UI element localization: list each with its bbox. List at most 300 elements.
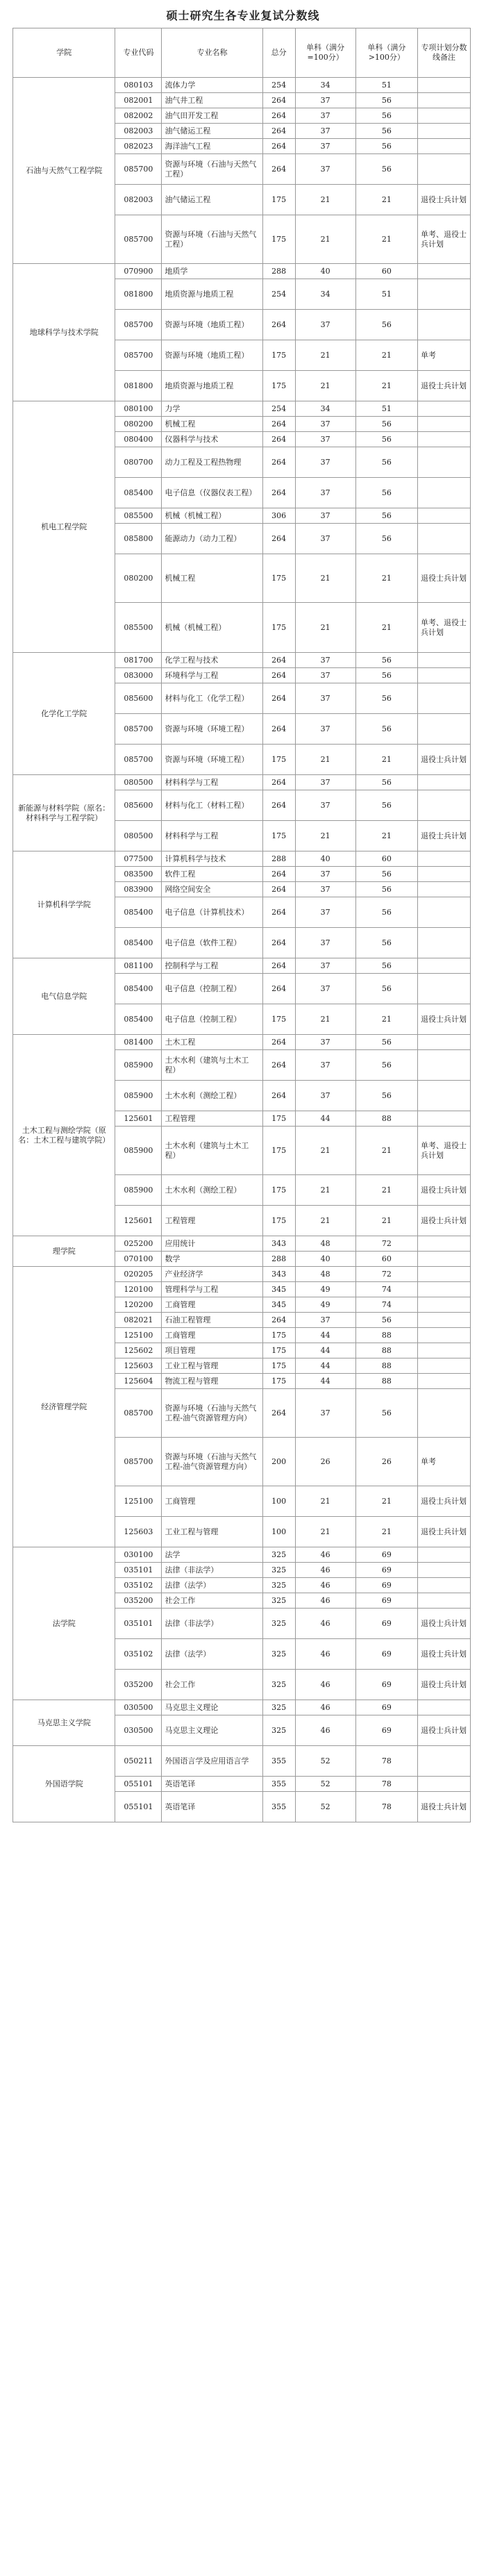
table-row bbox=[13, 958, 471, 974]
code-cell: 035101 bbox=[115, 1563, 162, 1578]
note-cell bbox=[418, 1081, 471, 1111]
single-100-cell: 37 bbox=[295, 714, 355, 745]
code-cell: 070100 bbox=[115, 1252, 162, 1267]
single-100-cell: 37 bbox=[295, 958, 355, 974]
single-over-100-cell: 88 bbox=[355, 1328, 417, 1343]
major-name-cell: 仪器科学与技术 bbox=[162, 432, 262, 447]
single-over-100-cell: 72 bbox=[355, 1236, 417, 1252]
total-score-cell: 264 bbox=[262, 714, 295, 745]
major-name-cell: 法律（法学） bbox=[162, 1578, 262, 1593]
code-cell: 085400 bbox=[115, 928, 162, 958]
note-cell bbox=[418, 93, 471, 108]
total-score-cell: 264 bbox=[262, 478, 295, 508]
code-cell: 025200 bbox=[115, 1236, 162, 1252]
school-cell: 新能源与材料学院（原名：材料科学与工程学院） bbox=[13, 775, 115, 851]
single-100-cell: 37 bbox=[295, 432, 355, 447]
code-cell: 085700 bbox=[115, 154, 162, 185]
major-name-cell: 资源与环境（石油与天然气工程） bbox=[162, 215, 262, 264]
single-over-100-cell: 56 bbox=[355, 867, 417, 882]
code-cell: 085400 bbox=[115, 974, 162, 1004]
single-over-100-cell: 56 bbox=[355, 1081, 417, 1111]
code-cell: 080200 bbox=[115, 417, 162, 432]
single-over-100-cell: 21 bbox=[355, 1517, 417, 1547]
single-over-100-cell: 60 bbox=[355, 264, 417, 279]
single-100-cell: 21 bbox=[295, 745, 355, 775]
single-over-100-cell: 56 bbox=[355, 432, 417, 447]
note-cell bbox=[418, 524, 471, 554]
major-name-cell: 工业工程与管理 bbox=[162, 1517, 262, 1547]
major-name-cell: 工业工程与管理 bbox=[162, 1358, 262, 1374]
code-cell: 125100 bbox=[115, 1328, 162, 1343]
note-cell bbox=[418, 78, 471, 93]
major-name-cell: 马克思主义理论 bbox=[162, 1700, 262, 1715]
total-score-cell: 264 bbox=[262, 928, 295, 958]
total-score-cell: 325 bbox=[262, 1639, 295, 1670]
note-cell bbox=[418, 1313, 471, 1328]
note-cell: 退役士兵计划 bbox=[418, 1517, 471, 1547]
major-name-cell: 软件工程 bbox=[162, 867, 262, 882]
note-cell bbox=[418, 124, 471, 139]
total-score-cell: 175 bbox=[262, 1206, 295, 1236]
code-cell: 120200 bbox=[115, 1297, 162, 1313]
total-score-cell: 264 bbox=[262, 867, 295, 882]
note-cell bbox=[418, 1777, 471, 1792]
single-over-100-cell: 56 bbox=[355, 790, 417, 821]
note-cell bbox=[418, 668, 471, 683]
major-name-cell: 英语笔译 bbox=[162, 1777, 262, 1792]
table-row bbox=[13, 264, 471, 279]
major-name-cell: 工商管理 bbox=[162, 1297, 262, 1313]
note-cell: 单考 bbox=[418, 1438, 471, 1486]
note-cell bbox=[418, 432, 471, 447]
code-cell: 070900 bbox=[115, 264, 162, 279]
note-cell bbox=[418, 139, 471, 154]
major-name-cell: 电子信息（控制工程） bbox=[162, 1004, 262, 1035]
major-name-cell: 油气储运工程 bbox=[162, 185, 262, 215]
note-cell bbox=[418, 1700, 471, 1715]
total-score-cell: 306 bbox=[262, 508, 295, 524]
total-score-cell: 264 bbox=[262, 668, 295, 683]
single-over-100-cell: 69 bbox=[355, 1670, 417, 1700]
single-100-cell: 37 bbox=[295, 93, 355, 108]
score-table bbox=[12, 28, 471, 1822]
major-name-cell: 网络空间安全 bbox=[162, 882, 262, 897]
table-row bbox=[13, 78, 471, 93]
major-name-cell: 油气田开发工程 bbox=[162, 108, 262, 124]
code-cell: 125603 bbox=[115, 1517, 162, 1547]
code-cell: 085800 bbox=[115, 524, 162, 554]
single-over-100-cell: 56 bbox=[355, 508, 417, 524]
note-cell bbox=[418, 1111, 471, 1127]
school-cell: 外国语学院 bbox=[13, 1746, 115, 1822]
table-row bbox=[13, 1236, 471, 1252]
single-100-cell: 34 bbox=[295, 78, 355, 93]
single-over-100-cell: 69 bbox=[355, 1715, 417, 1746]
total-score-cell: 343 bbox=[262, 1267, 295, 1282]
total-score-cell: 175 bbox=[262, 215, 295, 264]
major-name-cell: 数学 bbox=[162, 1252, 262, 1267]
single-over-100-cell: 56 bbox=[355, 154, 417, 185]
note-cell: 退役士兵计划 bbox=[418, 1639, 471, 1670]
major-name-cell: 法律（非法学） bbox=[162, 1609, 262, 1639]
major-name-cell: 资源与环境（环境工程） bbox=[162, 714, 262, 745]
table-row bbox=[13, 653, 471, 668]
total-score-cell: 264 bbox=[262, 108, 295, 124]
single-100-cell: 21 bbox=[295, 371, 355, 401]
single-100-cell: 52 bbox=[295, 1777, 355, 1792]
table-row bbox=[13, 1035, 471, 1050]
note-cell bbox=[418, 154, 471, 185]
single-over-100-cell: 21 bbox=[355, 1486, 417, 1517]
code-cell: 125601 bbox=[115, 1206, 162, 1236]
total-score-cell: 264 bbox=[262, 775, 295, 790]
single-100-cell: 37 bbox=[295, 154, 355, 185]
school-cell: 理学院 bbox=[13, 1236, 115, 1267]
school-cell: 法学院 bbox=[13, 1547, 115, 1700]
total-score-cell: 325 bbox=[262, 1547, 295, 1563]
single-100-cell: 46 bbox=[295, 1547, 355, 1563]
single-over-100-cell: 56 bbox=[355, 417, 417, 432]
code-cell: 083000 bbox=[115, 668, 162, 683]
single-100-cell: 49 bbox=[295, 1297, 355, 1313]
major-name-cell: 机械工程 bbox=[162, 417, 262, 432]
code-cell: 020205 bbox=[115, 1267, 162, 1282]
single-100-cell: 48 bbox=[295, 1236, 355, 1252]
code-cell: 082021 bbox=[115, 1313, 162, 1328]
major-name-cell: 化学工程与技术 bbox=[162, 653, 262, 668]
code-cell: 120100 bbox=[115, 1282, 162, 1297]
single-over-100-cell: 21 bbox=[355, 1175, 417, 1206]
total-score-cell: 254 bbox=[262, 401, 295, 417]
total-score-cell: 175 bbox=[262, 821, 295, 851]
note-cell bbox=[418, 928, 471, 958]
single-100-cell: 46 bbox=[295, 1578, 355, 1593]
single-100-cell: 21 bbox=[295, 215, 355, 264]
single-100-cell: 34 bbox=[295, 279, 355, 310]
total-score-cell: 175 bbox=[262, 745, 295, 775]
single-100-cell: 46 bbox=[295, 1670, 355, 1700]
total-score-cell: 325 bbox=[262, 1609, 295, 1639]
note-cell bbox=[418, 1389, 471, 1438]
single-over-100-cell: 60 bbox=[355, 851, 417, 867]
code-cell: 077500 bbox=[115, 851, 162, 867]
single-100-cell: 37 bbox=[295, 867, 355, 882]
code-cell: 035200 bbox=[115, 1670, 162, 1700]
total-score-cell: 200 bbox=[262, 1438, 295, 1486]
code-cell: 035101 bbox=[115, 1609, 162, 1639]
single-over-100-cell: 69 bbox=[355, 1578, 417, 1593]
major-name-cell: 工程管理 bbox=[162, 1206, 262, 1236]
single-100-cell: 46 bbox=[295, 1563, 355, 1578]
total-score-cell: 100 bbox=[262, 1486, 295, 1517]
single-over-100-cell: 69 bbox=[355, 1547, 417, 1563]
code-cell: 080100 bbox=[115, 401, 162, 417]
total-score-cell: 175 bbox=[262, 371, 295, 401]
major-name-cell: 资源与环境（地质工程） bbox=[162, 310, 262, 340]
school-cell: 经济管理学院 bbox=[13, 1267, 115, 1547]
note-cell: 退役士兵计划 bbox=[418, 1175, 471, 1206]
major-name-cell: 法学 bbox=[162, 1547, 262, 1563]
total-score-cell: 175 bbox=[262, 1328, 295, 1343]
single-over-100-cell: 21 bbox=[355, 340, 417, 371]
major-name-cell: 工程管理 bbox=[162, 1111, 262, 1127]
note-cell: 退役士兵计划 bbox=[418, 185, 471, 215]
major-name-cell: 应用统计 bbox=[162, 1236, 262, 1252]
code-cell: 081400 bbox=[115, 1035, 162, 1050]
code-cell: 080500 bbox=[115, 775, 162, 790]
major-name-cell: 外国语言学及应用语言学 bbox=[162, 1746, 262, 1777]
single-over-100-cell: 56 bbox=[355, 1050, 417, 1081]
single-100-cell: 37 bbox=[295, 108, 355, 124]
major-name-cell: 电子信息（计算机技术） bbox=[162, 897, 262, 928]
table-row bbox=[13, 1700, 471, 1715]
major-name-cell: 土木工程 bbox=[162, 1035, 262, 1050]
total-score-cell: 175 bbox=[262, 554, 295, 603]
note-cell bbox=[418, 1282, 471, 1297]
note-cell bbox=[418, 1050, 471, 1081]
note-cell: 单考、退役士兵计划 bbox=[418, 1127, 471, 1175]
single-over-100-cell: 88 bbox=[355, 1343, 417, 1358]
major-name-cell: 动力工程及工程热物理 bbox=[162, 447, 262, 478]
single-100-cell: 44 bbox=[295, 1328, 355, 1343]
single-100-cell: 46 bbox=[295, 1593, 355, 1609]
major-name-cell: 地质资源与地质工程 bbox=[162, 371, 262, 401]
single-100-cell: 37 bbox=[295, 974, 355, 1004]
note-cell bbox=[418, 974, 471, 1004]
major-name-cell: 土木水利（建筑与土木工程） bbox=[162, 1127, 262, 1175]
note-cell bbox=[418, 310, 471, 340]
note-cell bbox=[418, 1578, 471, 1593]
code-cell: 082002 bbox=[115, 108, 162, 124]
major-name-cell: 电子信息（软件工程） bbox=[162, 928, 262, 958]
total-score-cell: 175 bbox=[262, 1374, 295, 1389]
single-over-100-cell: 56 bbox=[355, 310, 417, 340]
code-cell: 085500 bbox=[115, 603, 162, 653]
note-cell bbox=[418, 1563, 471, 1578]
single-over-100-cell: 72 bbox=[355, 1267, 417, 1282]
school-cell: 土木工程与测绘学院（原名：土木工程与建筑学院） bbox=[13, 1035, 115, 1236]
major-name-cell: 机械（机械工程） bbox=[162, 508, 262, 524]
single-over-100-cell: 21 bbox=[355, 821, 417, 851]
code-cell: 125100 bbox=[115, 1486, 162, 1517]
single-over-100-cell: 21 bbox=[355, 745, 417, 775]
note-cell bbox=[418, 417, 471, 432]
table-row bbox=[13, 1746, 471, 1777]
single-over-100-cell: 56 bbox=[355, 1389, 417, 1438]
code-cell: 035102 bbox=[115, 1639, 162, 1670]
total-score-cell: 325 bbox=[262, 1593, 295, 1609]
code-cell: 081700 bbox=[115, 653, 162, 668]
single-100-cell: 26 bbox=[295, 1438, 355, 1486]
note-cell bbox=[418, 478, 471, 508]
single-100-cell: 44 bbox=[295, 1358, 355, 1374]
code-cell: 082023 bbox=[115, 139, 162, 154]
single-100-cell: 37 bbox=[295, 524, 355, 554]
total-score-cell: 345 bbox=[262, 1297, 295, 1313]
single-100-cell: 37 bbox=[295, 447, 355, 478]
note-cell bbox=[418, 447, 471, 478]
note-cell bbox=[418, 1252, 471, 1267]
major-name-cell: 资源与环境（环境工程） bbox=[162, 745, 262, 775]
single-100-cell: 21 bbox=[295, 185, 355, 215]
table-row bbox=[13, 1267, 471, 1282]
code-cell: 125602 bbox=[115, 1343, 162, 1358]
single-over-100-cell: 21 bbox=[355, 554, 417, 603]
single-100-cell: 21 bbox=[295, 603, 355, 653]
code-cell: 085700 bbox=[115, 745, 162, 775]
major-name-cell: 土木水利（测绘工程） bbox=[162, 1175, 262, 1206]
major-name-cell: 能源动力（动力工程） bbox=[162, 524, 262, 554]
total-score-cell: 264 bbox=[262, 93, 295, 108]
single-over-100-cell: 21 bbox=[355, 371, 417, 401]
single-over-100-cell: 74 bbox=[355, 1282, 417, 1297]
single-100-cell: 37 bbox=[295, 1081, 355, 1111]
single-100-cell: 21 bbox=[295, 554, 355, 603]
total-score-cell: 264 bbox=[262, 882, 295, 897]
code-cell: 085700 bbox=[115, 1438, 162, 1486]
major-name-cell: 马克思主义理论 bbox=[162, 1715, 262, 1746]
code-cell: 050211 bbox=[115, 1746, 162, 1777]
single-100-cell: 40 bbox=[295, 1252, 355, 1267]
note-cell: 退役士兵计划 bbox=[418, 1206, 471, 1236]
note-cell bbox=[418, 653, 471, 668]
single-over-100-cell: 56 bbox=[355, 882, 417, 897]
single-over-100-cell: 21 bbox=[355, 185, 417, 215]
code-cell: 085900 bbox=[115, 1050, 162, 1081]
note-cell bbox=[418, 1547, 471, 1563]
single-100-cell: 21 bbox=[295, 1486, 355, 1517]
note-cell bbox=[418, 683, 471, 714]
single-100-cell: 37 bbox=[295, 1389, 355, 1438]
header-single-over-100: 单科（满分>100分） bbox=[355, 28, 417, 78]
major-name-cell: 机械（机械工程） bbox=[162, 603, 262, 653]
total-score-cell: 175 bbox=[262, 1175, 295, 1206]
single-100-cell: 21 bbox=[295, 1004, 355, 1035]
single-100-cell: 37 bbox=[295, 310, 355, 340]
total-score-cell: 100 bbox=[262, 1517, 295, 1547]
single-over-100-cell: 56 bbox=[355, 958, 417, 974]
major-name-cell: 电子信息（仪器仪表工程） bbox=[162, 478, 262, 508]
note-cell: 退役士兵计划 bbox=[418, 1792, 471, 1822]
code-cell: 080103 bbox=[115, 78, 162, 93]
single-100-cell: 37 bbox=[295, 124, 355, 139]
total-score-cell: 254 bbox=[262, 279, 295, 310]
single-100-cell: 37 bbox=[295, 668, 355, 683]
total-score-cell: 355 bbox=[262, 1746, 295, 1777]
single-100-cell: 37 bbox=[295, 653, 355, 668]
note-cell: 退役士兵计划 bbox=[418, 554, 471, 603]
total-score-cell: 264 bbox=[262, 958, 295, 974]
single-over-100-cell: 78 bbox=[355, 1792, 417, 1822]
code-cell: 085700 bbox=[115, 215, 162, 264]
header-single-100: 单科（满分=100分） bbox=[295, 28, 355, 78]
header-note: 专项计划分数线备注 bbox=[418, 28, 471, 78]
single-100-cell: 37 bbox=[295, 139, 355, 154]
single-over-100-cell: 78 bbox=[355, 1746, 417, 1777]
single-over-100-cell: 21 bbox=[355, 215, 417, 264]
code-cell: 085700 bbox=[115, 1389, 162, 1438]
single-over-100-cell: 21 bbox=[355, 1004, 417, 1035]
single-100-cell: 44 bbox=[295, 1374, 355, 1389]
total-score-cell: 264 bbox=[262, 897, 295, 928]
total-score-cell: 175 bbox=[262, 1004, 295, 1035]
major-name-cell: 工商管理 bbox=[162, 1486, 262, 1517]
total-score-cell: 264 bbox=[262, 1035, 295, 1050]
single-over-100-cell: 56 bbox=[355, 653, 417, 668]
major-name-cell: 工商管理 bbox=[162, 1328, 262, 1343]
major-name-cell: 资源与环境（石油与天然气工程） bbox=[162, 154, 262, 185]
single-over-100-cell: 56 bbox=[355, 139, 417, 154]
note-cell: 单考、退役士兵计划 bbox=[418, 215, 471, 264]
major-name-cell: 石油工程管理 bbox=[162, 1313, 262, 1328]
header-name: 专业名称 bbox=[162, 28, 262, 78]
code-cell: 081800 bbox=[115, 371, 162, 401]
note-cell bbox=[418, 897, 471, 928]
total-score-cell: 264 bbox=[262, 1389, 295, 1438]
total-score-cell: 325 bbox=[262, 1563, 295, 1578]
single-100-cell: 21 bbox=[295, 1517, 355, 1547]
code-cell: 085700 bbox=[115, 340, 162, 371]
code-cell: 081100 bbox=[115, 958, 162, 974]
school-cell: 机电工程学院 bbox=[13, 401, 115, 653]
major-name-cell: 海洋油气工程 bbox=[162, 139, 262, 154]
single-over-100-cell: 88 bbox=[355, 1374, 417, 1389]
single-100-cell: 37 bbox=[295, 1313, 355, 1328]
note-cell: 退役士兵计划 bbox=[418, 1715, 471, 1746]
total-score-cell: 264 bbox=[262, 974, 295, 1004]
code-cell: 082003 bbox=[115, 185, 162, 215]
major-name-cell: 社会工作 bbox=[162, 1593, 262, 1609]
code-cell: 081800 bbox=[115, 279, 162, 310]
school-cell: 地球科学与技术学院 bbox=[13, 264, 115, 401]
note-cell bbox=[418, 401, 471, 417]
note-cell: 退役士兵计划 bbox=[418, 821, 471, 851]
note-cell: 单考、退役士兵计划 bbox=[418, 603, 471, 653]
note-cell bbox=[418, 264, 471, 279]
header-school: 学院 bbox=[13, 28, 115, 78]
total-score-cell: 264 bbox=[262, 310, 295, 340]
single-100-cell: 46 bbox=[295, 1715, 355, 1746]
single-100-cell: 37 bbox=[295, 508, 355, 524]
single-100-cell: 37 bbox=[295, 882, 355, 897]
single-over-100-cell: 56 bbox=[355, 524, 417, 554]
total-score-cell: 264 bbox=[262, 683, 295, 714]
major-name-cell: 土木水利（建筑与土木工程） bbox=[162, 1050, 262, 1081]
table-row bbox=[13, 775, 471, 790]
single-over-100-cell: 56 bbox=[355, 714, 417, 745]
major-name-cell: 项目管理 bbox=[162, 1343, 262, 1358]
total-score-cell: 264 bbox=[262, 653, 295, 668]
single-over-100-cell: 69 bbox=[355, 1700, 417, 1715]
code-cell: 083900 bbox=[115, 882, 162, 897]
page-title: 硕士研究生各专业复试分数线 bbox=[166, 9, 320, 22]
single-over-100-cell: 56 bbox=[355, 93, 417, 108]
code-cell: 085900 bbox=[115, 1127, 162, 1175]
school-cell: 化学化工学院 bbox=[13, 653, 115, 775]
major-name-cell: 机械工程 bbox=[162, 554, 262, 603]
single-100-cell: 37 bbox=[295, 790, 355, 821]
code-cell: 030500 bbox=[115, 1700, 162, 1715]
single-100-cell: 52 bbox=[295, 1746, 355, 1777]
single-over-100-cell: 51 bbox=[355, 78, 417, 93]
note-cell bbox=[418, 775, 471, 790]
school-cell: 石油与天然气工程学院 bbox=[13, 78, 115, 264]
total-score-cell: 175 bbox=[262, 1111, 295, 1127]
code-cell: 080400 bbox=[115, 432, 162, 447]
total-score-cell: 175 bbox=[262, 340, 295, 371]
single-over-100-cell: 56 bbox=[355, 668, 417, 683]
major-name-cell: 环境科学与工程 bbox=[162, 668, 262, 683]
